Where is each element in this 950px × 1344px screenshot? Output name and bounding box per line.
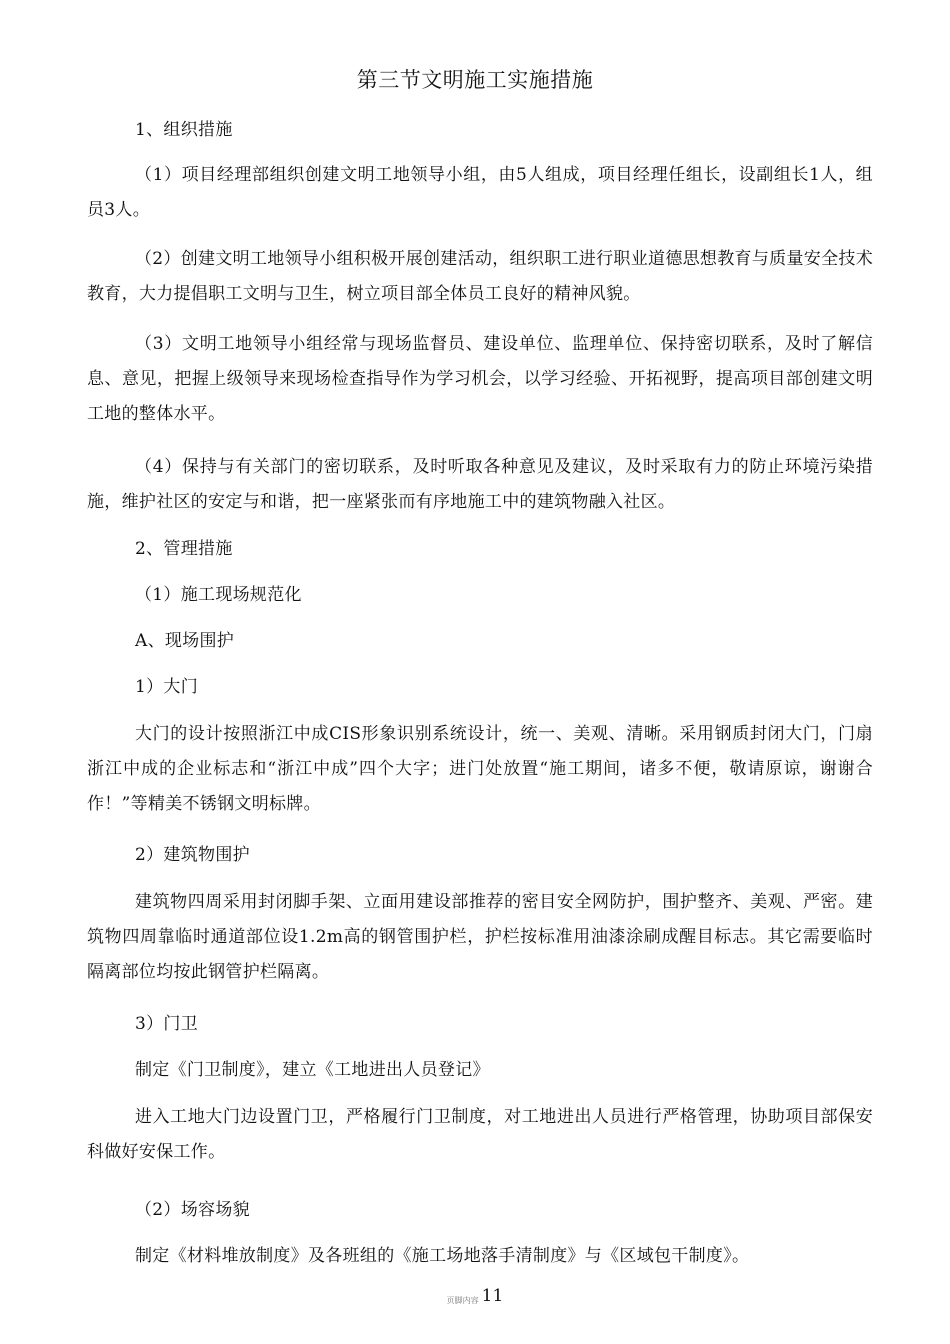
page-number: 11 — [481, 1286, 504, 1306]
paragraph-building-enclosure: 建筑物四周采用封闭脚手架、立面用建设部推荐的密目安全网防护，围护整齐、美观、严密。建筑物四周靠临时通道部位设1.2m高的钢管围护栏，护栏按标准用油漆涂刷成醒目标志。其它需要临时隔离部位均按此钢管护栏隔离。 — [87, 892, 873, 982]
heading-guard: 3）门卫 — [135, 1014, 199, 1034]
heading-site-standardization: （1）施工现场规范化 — [135, 585, 302, 605]
paragraph-leadership-group: （1）项目经理部组织创建文明工地领导小组，由5人组成，项目经理任组长，设副组长1人，组员3人。 — [87, 165, 873, 220]
heading-management-measures: 2、管理措施 — [135, 539, 233, 559]
heading-building-enclosure: 2）建筑物围护 — [135, 845, 250, 865]
paragraph-community: （4）保持与有关部门的密切联系，及时听取各种意见及建议，及时采取有力的防止环境污染措施，维护社区的安定与和谐，把一座紧张而有序地施工中的建筑物融入社区。 — [87, 457, 873, 512]
paragraph-guard-duties: 进入工地大门边设置门卫，严格履行门卫制度，对工地进出人员进行严格管理，协助项目部保安科做好安保工作。 — [87, 1107, 873, 1162]
footer-note: 页脚内容 — [446, 1296, 479, 1305]
paragraph-gate-design: 大门的设计按照浙江中成CIS形象识别系统设计，统一、美观、清晰。采用钢质封闭大门，门扇浙江中成的企业标志和“浙江中成”四个大字；进门处放置“施工期间，诸多不便，敬请原谅，谢谢合作！”等精美不锈钢文明标牌。 — [87, 724, 873, 814]
paragraph-liaison: （3）文明工地领导小组经常与现场监督员、建设单位、监理单位、保持密切联系，及时了解信息、意见，把握上级领导来现场检查指导作为学习机会，以学习经验、开拓视野，提高项目部创建文明工地的整体水平。 — [87, 334, 873, 424]
paragraph-guard-system: 制定《门卫制度》，建立《工地进出人员登记》 — [135, 1060, 490, 1080]
section-title: 第三节文明施工实施措施 — [356, 68, 594, 92]
heading-site-appearance: （2）场容场貌 — [135, 1200, 250, 1220]
heading-site-enclosure: A、现场围护 — [135, 631, 235, 651]
page-footer — [0, 1286, 950, 1316]
heading-gate: 1）大门 — [135, 677, 199, 697]
heading-organization-measures: 1、组织措施 — [135, 120, 233, 140]
paragraph-material-systems: 制定《材料堆放制度》及各班组的《施工场地落手清制度》与《区域包干制度》。 — [135, 1246, 750, 1266]
paragraph-creation-activities: （2）创建文明工地领导小组积极开展创建活动，组织职工进行职业道德思想教育与质量安全技术教育，大力提倡职工文明与卫生，树立项目部全体员工良好的精神风貌。 — [87, 249, 873, 304]
